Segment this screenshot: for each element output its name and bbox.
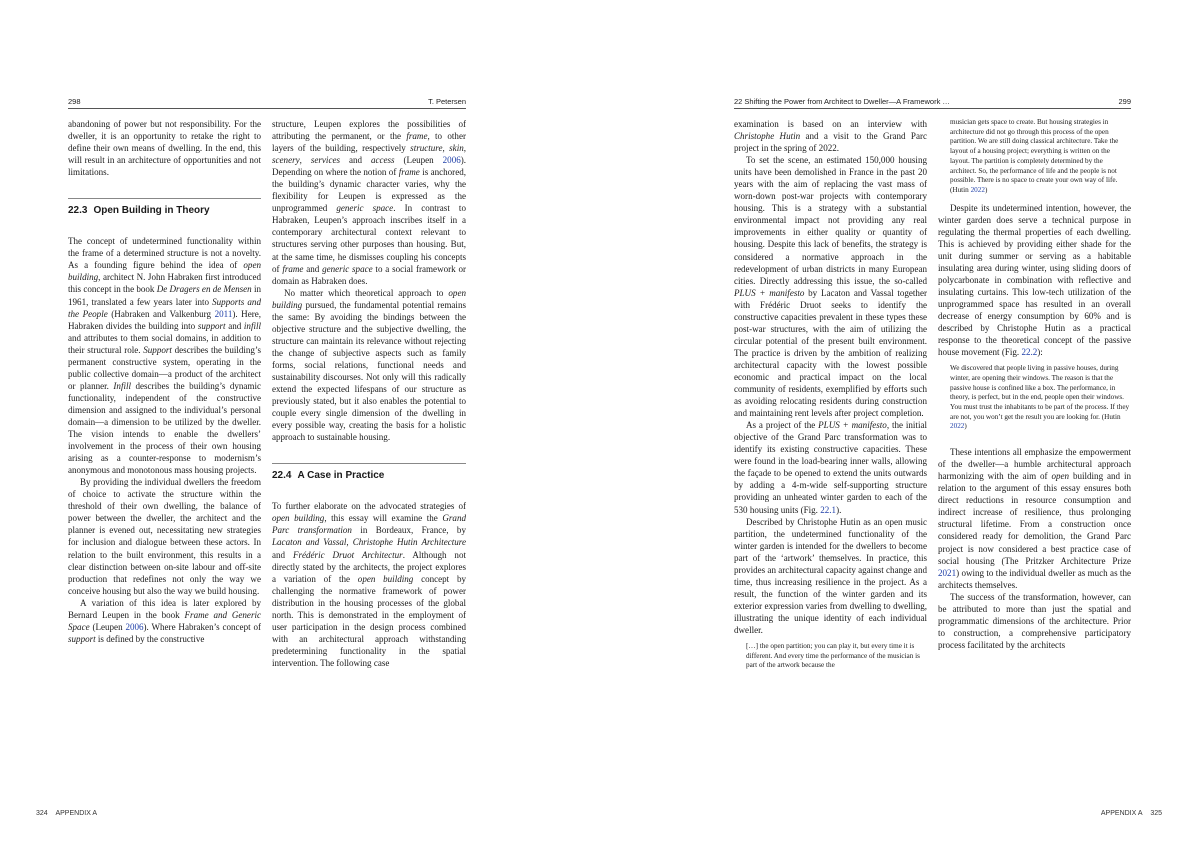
section-title: A Case in Practice: [297, 470, 385, 482]
emphasis: structure: [410, 143, 443, 154]
emphasis: PLUS + manifesto: [818, 420, 887, 431]
emphasis: skin: [449, 143, 464, 154]
emphasis: support: [197, 320, 226, 331]
right-page-column-2: [938, 118, 1131, 651]
emphasis: frame: [406, 131, 428, 142]
text-run: ):: [1037, 347, 1043, 358]
text-run: No matter which theoretical approach to: [284, 287, 449, 298]
paragraph: [272, 287, 466, 444]
header-rule-right: [734, 108, 1131, 109]
reference-link[interactable]: 2021: [938, 567, 957, 578]
right-page-column-1: [734, 118, 927, 677]
text-run: ): [964, 422, 967, 431]
section-number: 22.3: [68, 205, 88, 217]
section-title: Open Building in Theory: [93, 205, 210, 217]
page-number-left: 298: [68, 97, 81, 106]
text-run: ,: [463, 143, 466, 154]
text-run: and: [340, 155, 371, 166]
emphasis: generic space: [322, 263, 373, 274]
paragraph: [938, 202, 1131, 359]
emphasis: PLUS + manifesto: [734, 287, 805, 298]
text-run: by Lacaton and Vassal together with Frédéric Druot seeks to identify the constructive capacities prevalent in these types these post-war structures, with the aim of utilizing the circular potential of the present built environment. The practice is driven by the ambition of realizing architectural capacity with the lowest possible economic and practical impact on the local community of residents, exemplified by efforts such as avoiding relocating residents during construction and maintaining rent levels after project completion.: [734, 287, 927, 419]
text-run: By providing the individual dwellers the freedom of choice to activate the structure within the threshold of their own dwelling, the balance of power between the dweller, the architect and the planner is evened out, necessitating new strategies for inclusion and dialogue between these actors. In relation to the built environment, this results in a clear distinction between on-site labour and off-site production that redefines not only the way we conceive housing but also the way we build housing.: [68, 477, 261, 596]
text-run: The concept of undetermined functionality within the frame of a determined structure is not a novelty. As a founding figure behind the idea of: [68, 236, 261, 271]
emphasis: open building: [272, 287, 466, 310]
header-rule-left: [68, 108, 466, 109]
text-run: . Although not directly stated by the architects, the project explores a variation of the: [272, 549, 466, 584]
text-run: to a social framework or domain as Habraken does.: [272, 263, 466, 286]
text-run: structure, Leupen explores the possibilities of attributing the permanent, or the: [272, 119, 466, 142]
emphasis: Christophe Hutin Architecture: [352, 537, 466, 548]
paragraph: [938, 591, 1131, 651]
text-run: To set the scene, an estimated 150,000 housing units have been demolished in France in the past 20 years with the aim of replacing the vast mass of worn-down post-war projects with contemporary housing. This is a strategy with a substantial environmental impact not providing any real improvements in either quality or quantity of housing. Despite this lack of benefits, the strategy is considered a normative approach in the redevelopment of urban districts in many European cities. Directly addressing this issue, the so-called: [734, 155, 927, 286]
text-run: ): [984, 185, 988, 194]
emphasis: support: [68, 633, 96, 644]
text-run: , this essay will examine the: [324, 513, 443, 524]
footer-page-number: 325: [1150, 810, 1162, 817]
paragraph: [68, 235, 261, 476]
text-run: (Leupen: [89, 621, 126, 632]
block-quote: [950, 118, 1131, 196]
section-heading-22-4: [272, 463, 466, 482]
paragraph: [938, 446, 1131, 591]
text-run: , architect N. John Habraken first introduced this concept in the book: [68, 272, 261, 295]
text-run: ) owing to the individual dweller as much as the architects themselves.: [938, 567, 1131, 590]
section-number: 22.4: [272, 470, 292, 482]
text-run: and attributes to them social domains, in addition to their structural role.: [68, 332, 261, 355]
emphasis: Support: [143, 344, 172, 355]
text-run: is defined by the constructive: [95, 633, 205, 644]
left-page-column-1: [68, 118, 261, 645]
emphasis: generic space: [336, 203, 394, 214]
emphasis: frame: [398, 167, 420, 178]
text-run: As a project of the: [746, 420, 819, 431]
text-run: in 1961, translated a few years later into: [68, 284, 261, 307]
emphasis: infill: [243, 320, 262, 331]
text-run: and: [303, 263, 323, 274]
running-head-right: 22 Shifting the Power from Architect to Dweller—A Framework …: [734, 97, 950, 106]
emphasis: services: [310, 155, 340, 166]
text-run: pursued, the fundamental potential remains the same: By avoiding the bindings between the objective structure and the subjective dwelling, the structure can maintain its relevance without rejecting the change of subjective aspects such as family forms, social relations, functional needs and sustainability discourses. Not only will this radically extend the expected lifespans of our structure as previously stated, but it also enables the potential to couple every single dimension of the dwelling in every possible way, creating the basis for a holistic approach to sustainable housing.: [272, 299, 466, 443]
text-run: describes the building’s dynamic functionality, independent of the constructive dimension and assigned to the individual’s personal domain—a dimension to be utilized by the dweller. The vision intends to enable the dwellers’ involvement in the process of their own housing arising as a counter-response to modernism’s anonymous and monotonous mass housing projects.: [68, 380, 261, 476]
block-quote: [950, 364, 1131, 432]
reference-link[interactable]: 22.2: [1021, 347, 1038, 358]
text-run: To further elaborate on the advocated strategies of: [272, 501, 466, 512]
emphasis: access: [370, 155, 395, 166]
block-quote: [746, 642, 927, 671]
text-run: concept by challenging the normative framework of power distribution in the housing processes of the global north. This is demonstrated in the employment of user participation in the design process combined with an architectural approach withstanding predetermining functionality in the spatial intervention. The following case: [272, 573, 467, 668]
text-run: ). Depending on where the notion of: [272, 155, 467, 178]
footer-right: [1000, 810, 1162, 817]
footer-page-number: 324: [36, 810, 48, 817]
emphasis: Frame and Generic Space: [68, 609, 261, 632]
emphasis: Infill: [113, 380, 131, 391]
text-run: (Habraken and Valkenburg: [107, 308, 215, 319]
text-run: Described by Christophe Hutin as an open music partition, the undetermined functionality of the winter garden is intended for the dwellers to become part of the ‘artwork’ themselves. In practice, this provides an architectural capacity against change and time, thus increasing resilience in the project. As a result, the function of the winter garden and its exterior expression varies from dwelling to dwelling, illustrating the unique identity of each individual dweller.: [734, 516, 927, 635]
emphasis: Christophe Hutin: [734, 131, 801, 142]
running-head-left: T. Petersen: [428, 97, 466, 106]
text-run: building and in relation to the argument of this essay ensures both direct reductions in resource consumption and indirect increase of resilience, thus prolonging structural lifetime. From a construction once considered ready for demolition, the Grand Parc project is now considered a best practice case of social housing (The Pritzker Architecture Prize: [938, 471, 1131, 566]
text-run: is anchored, the building’s dynamic character varies, why the flexibility for Leupen is expressed as the unprogrammed: [272, 167, 466, 214]
text-run: and: [272, 549, 293, 560]
text-run: A variation of this idea is later explored by Bernard Leupen in the book: [68, 597, 261, 620]
text-run: abandoning of power but not responsibility. For the dweller, it is an opportunity to retake the right to define their own means of dwelling. In the end, this will result in an architecture of opportunities and not limitations.: [68, 119, 261, 178]
text-run: ,: [299, 155, 311, 166]
text-run: Despite its undetermined intention, however, the winter garden does serve a technical purpose in regulating the thermal properties of each dwelling. This is achieved by providing either shade for the unit during summer or serving as a habitable insulating area during winter, using sliding doors of polycarbonate in combination with reflective and insulating curtains. This low-tech utilization of the unprogrammed space has resulted in an overall decrease of energy consumption by 60% and is described by Christophe Hutin as a practical response to the theoretical concept of the passive house movement (Fig.: [938, 202, 1131, 358]
emphasis: Frédéric Druot Architectur: [292, 549, 403, 560]
emphasis: Grand Parc transformation: [272, 513, 466, 536]
text-run: in Bordeaux, France, by: [351, 525, 466, 536]
reference-link[interactable]: 22.1: [820, 504, 837, 515]
text-run: ,: [442, 143, 450, 154]
text-run: These intentions all emphasize the empowerment of the dweller—a humble architectural approach harmonizing with the aim of: [938, 447, 1131, 482]
emphasis: open: [1051, 471, 1070, 482]
text-run: […] the open partition; you can play it, but every time it is different. And every time the performance of the musician is part of the artwork because the: [746, 642, 920, 670]
emphasis: Lacaton and Vassal: [272, 537, 347, 548]
emphasis: Supports and the People: [68, 296, 261, 319]
text-run: ).: [836, 504, 842, 515]
paragraph: [734, 516, 927, 636]
paragraph: [272, 500, 466, 669]
left-page-column-2: [272, 118, 466, 669]
text-run: We discovered that people living in passive houses, during winter, are opening their windows. The reason is that the passive house is confined like a box. The performance, in theory, is perfect, but in the end, people open their windows. You must trust the inhabitants to be part of the process. If they are not, you won’t get the result you are looking for. (Hutin: [950, 364, 1130, 421]
emphasis: open building: [357, 573, 414, 584]
text-run: , the initial objective of the Grand Parc transformation was to identify its existing constructive capacities. These were found in the load-bearing inner walls, allowing the façade to be opened to extend the units outwards by adding a 4-m-wide self-supporting structure providing an unheated winter garden to each of the 530 housing units (Fig.: [734, 420, 927, 515]
text-run: ,: [346, 537, 353, 548]
paragraph: [734, 154, 927, 419]
emphasis: open building: [272, 513, 325, 524]
footer-left: [36, 810, 97, 817]
text-run: . In contrast to Habraken, Leupen’s approach inscribes itself in a contemporary architectural context relevant to structures serving other purposes than housing. But, at the same time, he dismisses coupling his concepts of: [272, 203, 466, 274]
emphasis: De Dragers en de Mensen: [156, 284, 252, 295]
text-run: ). Where Habraken’s concept of: [143, 621, 261, 632]
section-heading-22-3: [68, 198, 261, 217]
paragraph: [734, 118, 927, 154]
emphasis: scenery: [272, 155, 300, 166]
paragraph: [734, 419, 927, 515]
text-run: describes the building’s permanent constructive system, operating in the public collective domain—a product of the architect or planner.: [68, 344, 261, 391]
reference-link[interactable]: 2022: [950, 422, 965, 431]
text-run: and: [225, 320, 244, 331]
text-run: and a visit to the Grand Parc project in the spring of 2022.: [734, 131, 927, 154]
emphasis: frame: [282, 263, 304, 274]
text-run: examination is based on an interview with: [734, 119, 927, 129]
footer-label: APPENDIX A: [1100, 810, 1143, 817]
paragraph: [68, 476, 261, 596]
text-run: ). Here, Habraken divides the building into: [68, 308, 262, 331]
reference-link[interactable]: 2022: [970, 185, 985, 194]
emphasis: open building: [68, 260, 261, 283]
paragraph: [272, 118, 466, 287]
footer-label: APPENDIX A: [55, 810, 98, 817]
text-run: , to other layers of the building, respectively: [272, 131, 466, 154]
text-run: (Leupen: [394, 155, 443, 166]
reference-link[interactable]: 2006: [125, 621, 144, 632]
reference-link[interactable]: 2011: [214, 308, 233, 319]
reference-link[interactable]: 2006: [442, 155, 461, 166]
paragraph: [68, 597, 261, 645]
page-number-right: 299: [1118, 97, 1131, 106]
paragraph: [68, 118, 261, 178]
text-run: musician gets space to create. But housing strategies in architecture did not go through this process of the open partition. We are still doing classical architecture. Take the layout of a housing project; everything is written on the layout. The partition is completely determined by the architect. So, the performance of life and the people is not possible. There is no space to create your own way of life. (Hutin: [950, 118, 1119, 194]
text-run: The success of the transformation, however, can be attributed to more than just the spatial and programmatic dimensions of the architecture. Prior to construction, a comprehensive participatory process facilitated by the architects: [938, 591, 1131, 650]
